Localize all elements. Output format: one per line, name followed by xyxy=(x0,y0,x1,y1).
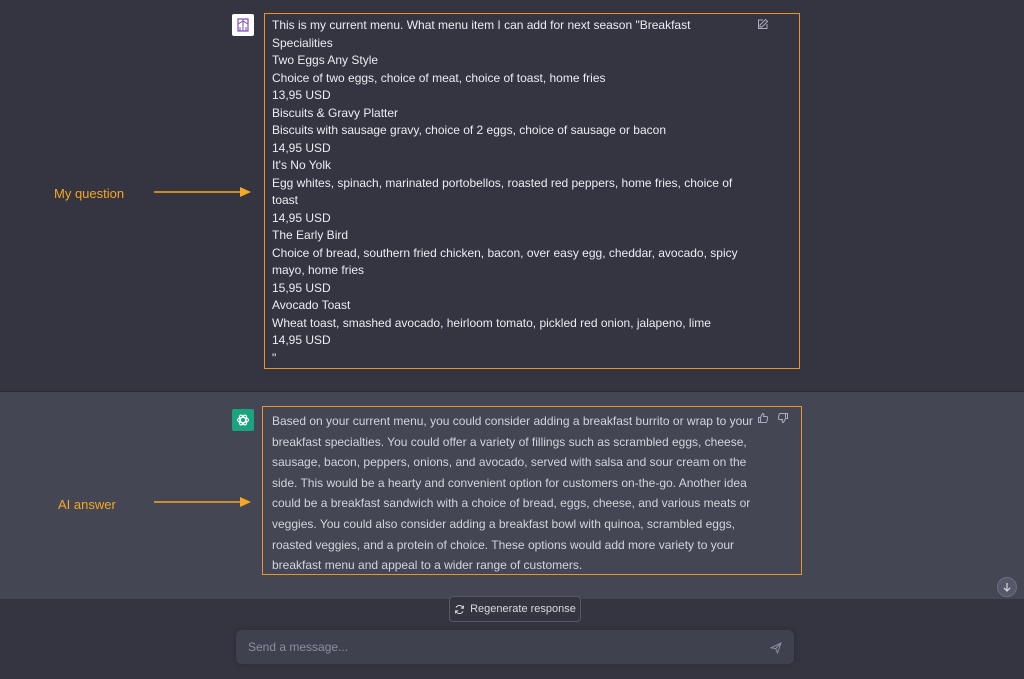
answer-annotation-arrow-icon xyxy=(154,496,254,508)
user-message-line: 14,95 USD xyxy=(272,140,331,155)
user-message-line: This is my current menu. What menu item I can add for next season "Breakfast xyxy=(272,18,691,32)
user-message-line: " xyxy=(272,350,277,365)
user-message-line: toast xyxy=(272,193,299,207)
message-composer xyxy=(236,630,794,664)
question-annotation-arrow-icon xyxy=(154,186,254,198)
user-message-line: 14,95 USD xyxy=(272,210,331,225)
refresh-icon xyxy=(454,604,465,615)
user-message-line: Avocado Toast xyxy=(272,298,351,312)
ai-message-highlight xyxy=(262,406,802,575)
answer-annotation-label: AI answer xyxy=(58,497,116,512)
question-annotation-label: My question xyxy=(54,186,125,201)
user-message-line: mayo, home fries xyxy=(272,263,365,277)
user-message-line: Wheat toast, smashed avocado, heirloom tomato, pickled red onion, jalapeno, lime xyxy=(272,315,711,330)
thumb-up-icon[interactable] xyxy=(757,411,769,423)
ai-message-text: Based on your current menu, you could consider adding a breakfast burrito or wrap to your breakfast specialties. You could offer a variety of fillings such as scrambled eggs, cheese, sausage, bacon, peppers, onions, and avocado, served with salsa and sour cream on the side. This would be a hearty and convenient option for customers on-the-go. Another idea could be a breakfast sandwich with a choice of bread, eggs, cheese, and various meats or veggies. You could also consider adding a breakfast bowl with quinoa, scrambled eggs, roasted veggies, and a protein of choice. These options would add more variety to your breakfast menu and appeal to a wider range of customers. xyxy=(272,414,753,573)
user-message-line: Choice of bread, southern fried chicken, bacon, over easy egg, cheddar, avocado, spicy xyxy=(272,245,738,260)
arrow-down-icon xyxy=(1002,582,1012,592)
thumb-down-icon[interactable] xyxy=(777,411,789,423)
user-message-line: 15,95 USD xyxy=(272,280,331,295)
send-icon[interactable] xyxy=(770,641,782,653)
edit-icon[interactable] xyxy=(757,17,769,29)
regenerate-response-button[interactable] xyxy=(449,596,581,622)
user-message-line: It's No Yolk xyxy=(272,158,331,172)
user-message-line: Specialities xyxy=(272,35,333,50)
regenerate-label: Regenerate response xyxy=(470,603,576,615)
user-message-line: The Early Bird xyxy=(272,228,349,242)
user-message-line: Biscuits & Gravy Platter xyxy=(272,105,399,120)
user-avatar-icon xyxy=(232,14,254,36)
user-message-line: Egg whites, spinach, marinated portobellos, roasted red peppers, home fries, choice of xyxy=(272,175,733,190)
user-message-line: 14,95 USD xyxy=(272,333,331,347)
openai-logo-icon xyxy=(232,409,254,431)
scroll-to-bottom-button[interactable] xyxy=(997,577,1017,597)
message-input[interactable] xyxy=(236,630,756,664)
user-message-highlight xyxy=(264,13,800,369)
user-message-line: Two Eggs Any Style xyxy=(272,53,379,67)
user-message-line: 13,95 USD xyxy=(272,88,331,102)
user-message-line: Biscuits with sausage gravy, choice of 2 eggs, choice of sausage or bacon xyxy=(272,123,667,137)
user-message-line: Choice of two eggs, choice of meat, choice of toast, home fries xyxy=(272,70,606,85)
